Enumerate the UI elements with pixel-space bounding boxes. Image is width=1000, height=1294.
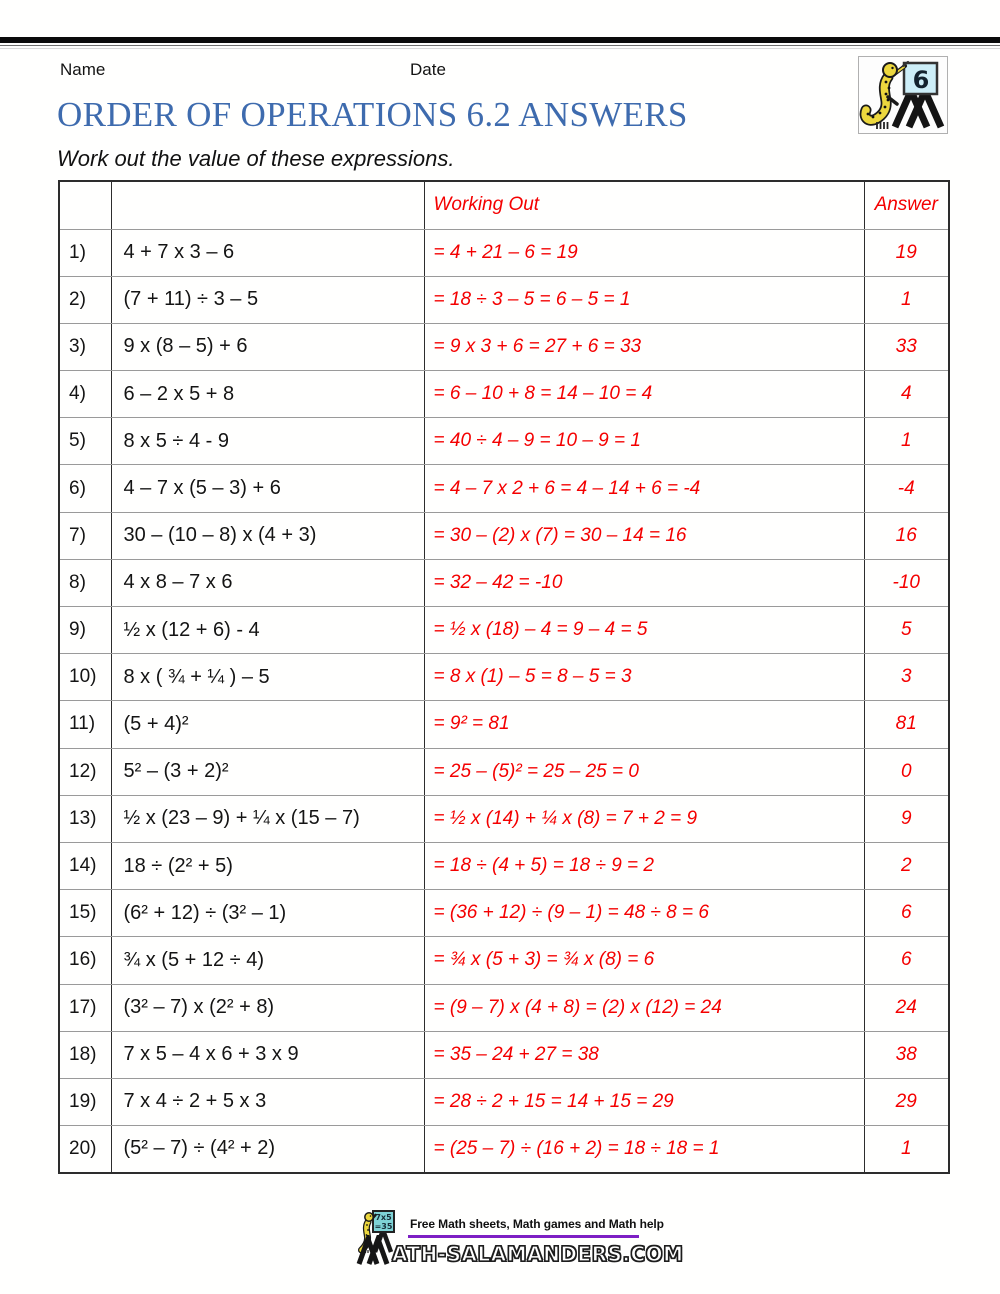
name-label: Name	[60, 60, 106, 79]
expression-cell: 7 x 5 – 4 x 6 + 3 x 9	[111, 1031, 424, 1078]
top-rule-thick	[0, 37, 1000, 43]
expression-cell: ½ x (12 + 6) - 4	[111, 607, 424, 654]
problem-row	[59, 229, 949, 276]
problem-row	[59, 559, 949, 606]
working-out-cell: = (9 – 7) x (4 + 8) = (2) x (12) = 24	[424, 984, 864, 1031]
board-line-1: 7x5	[375, 1213, 392, 1222]
expression-cell: 5² – (3 + 2)²	[111, 748, 424, 795]
row-number: 12)	[59, 748, 111, 795]
answer-cell: 0	[864, 748, 949, 795]
problem-row	[59, 890, 949, 937]
row-number: 13)	[59, 795, 111, 842]
row-number: 20)	[59, 1126, 111, 1173]
working-out-cell: = 4 + 21 – 6 = 19	[424, 229, 864, 276]
working-out-cell: = (25 – 7) ÷ (16 + 2) = 18 ÷ 18 = 1	[424, 1126, 864, 1173]
answer-cell: 3	[864, 654, 949, 701]
expression-cell: 30 – (10 – 8) x (4 + 3)	[111, 512, 424, 559]
answer-cell: 1	[864, 1126, 949, 1173]
expression-cell: 4 x 8 – 7 x 6	[111, 559, 424, 606]
expression-column-header	[111, 181, 424, 229]
instructions-text: Work out the value of these expressions.	[57, 146, 455, 171]
problem-row	[59, 748, 949, 795]
row-number: 5)	[59, 418, 111, 465]
answer-cell: 81	[864, 701, 949, 748]
working-out-cell: = 18 ÷ (4 + 5) = 18 ÷ 9 = 2	[424, 842, 864, 889]
wordmark-text: ATH-SALAMANDERS.COM	[392, 1242, 684, 1266]
wordmark-m-glyph	[356, 1235, 394, 1265]
expression-cell: (7 + 11) ÷ 3 – 5	[111, 276, 424, 323]
working-out-cell: = 4 – 7 x 2 + 6 = 4 – 14 + 6 = -4	[424, 465, 864, 512]
row-number: 19)	[59, 1078, 111, 1125]
problem-row	[59, 607, 949, 654]
expression-cell: 7 x 4 ÷ 2 + 5 x 3	[111, 1078, 424, 1125]
expression-cell: (5 + 4)²	[111, 701, 424, 748]
working-out-cell: = 32 – 42 = -10	[424, 559, 864, 606]
working-out-cell: = 25 – (5)² = 25 – 25 = 0	[424, 748, 864, 795]
answer-cell: 33	[864, 323, 949, 370]
top-rule-thin	[0, 45, 1000, 46]
row-number: 10)	[59, 654, 111, 701]
row-number: 8)	[59, 559, 111, 606]
row-number: 6)	[59, 465, 111, 512]
salamander-easel-icon	[859, 57, 947, 133]
problem-row	[59, 323, 949, 370]
row-number: 14)	[59, 842, 111, 889]
working-out-cell: = 8 x (1) – 5 = 8 – 5 = 3	[424, 654, 864, 701]
problem-row	[59, 984, 949, 1031]
problem-row	[59, 937, 949, 984]
row-number: 15)	[59, 890, 111, 937]
answer-cell: 5	[864, 607, 949, 654]
expression-cell: 8 x ( ¾ + ¼ ) – 5	[111, 654, 424, 701]
answer-cell: 24	[864, 984, 949, 1031]
top-rule-faint	[0, 48, 1000, 49]
answer-cell: -10	[864, 559, 949, 606]
expression-cell: (5² – 7) ÷ (4² + 2)	[111, 1126, 424, 1173]
answer-cell: 9	[864, 795, 949, 842]
row-number: 16)	[59, 937, 111, 984]
answer-header: Answer	[864, 181, 949, 229]
answer-cell: 1	[864, 418, 949, 465]
problem-row	[59, 1126, 949, 1173]
answer-cell: 16	[864, 512, 949, 559]
expression-cell: 4 + 7 x 3 – 6	[111, 229, 424, 276]
problem-row	[59, 795, 949, 842]
expression-cell: (6² + 12) ÷ (3² – 1)	[111, 890, 424, 937]
working-out-cell: = ¾ x (5 + 3) = ¾ x (8) = 6	[424, 937, 864, 984]
row-number: 18)	[59, 1031, 111, 1078]
table-header-row	[59, 181, 949, 229]
footer-wordmark	[356, 1235, 684, 1265]
working-out-cell: = 18 ÷ 3 – 5 = 6 – 5 = 1	[424, 276, 864, 323]
answer-cell: 38	[864, 1031, 949, 1078]
row-number: 3)	[59, 323, 111, 370]
problem-row	[59, 512, 949, 559]
answer-cell: 4	[864, 371, 949, 418]
answer-cell: 2	[864, 842, 949, 889]
expression-cell: (3² – 7) x (2² + 8)	[111, 984, 424, 1031]
grade-number: 6	[912, 66, 930, 94]
working-out-cell: = 40 ÷ 4 – 9 = 10 – 9 = 1	[424, 418, 864, 465]
problem-row	[59, 654, 949, 701]
worksheet-table	[58, 180, 950, 1174]
expression-cell: ¾ x (5 + 12 ÷ 4)	[111, 937, 424, 984]
problem-row	[59, 1078, 949, 1125]
row-number: 17)	[59, 984, 111, 1031]
problem-row	[59, 418, 949, 465]
working-out-cell: = (36 + 12) ÷ (9 – 1) = 48 ÷ 8 = 6	[424, 890, 864, 937]
working-out-cell: = 28 ÷ 2 + 15 = 14 + 15 = 29	[424, 1078, 864, 1125]
number-column-header	[59, 181, 111, 229]
working-out-cell: = 9 x 3 + 6 = 27 + 6 = 33	[424, 323, 864, 370]
expression-cell: ½ x (23 – 9) + ¼ x (15 – 7)	[111, 795, 424, 842]
working-out-cell: = 30 – (2) x (7) = 30 – 14 = 16	[424, 512, 864, 559]
page-title: ORDER OF OPERATIONS 6.2 ANSWERS	[57, 95, 688, 134]
working-out-header: Working Out	[424, 181, 864, 229]
working-out-cell: = 35 – 24 + 27 = 38	[424, 1031, 864, 1078]
row-number: 11)	[59, 701, 111, 748]
problem-row	[59, 701, 949, 748]
grade-logo-badge	[858, 56, 948, 134]
row-number: 9)	[59, 607, 111, 654]
date-label: Date	[410, 60, 446, 79]
problem-row	[59, 465, 949, 512]
expression-cell: 9 x (8 – 5) + 6	[111, 323, 424, 370]
answer-cell: 19	[864, 229, 949, 276]
row-number: 2)	[59, 276, 111, 323]
problem-row	[59, 276, 949, 323]
footer-tagline: Free Math sheets, Math games and Math help	[410, 1217, 664, 1231]
row-number: 7)	[59, 512, 111, 559]
expression-cell: 4 – 7 x (5 – 3) + 6	[111, 465, 424, 512]
footer-brand	[356, 1210, 684, 1268]
working-out-cell: = ½ x (18) – 4 = 9 – 4 = 5	[424, 607, 864, 654]
expression-cell: 8 x 5 ÷ 4 - 9	[111, 418, 424, 465]
answer-cell: 6	[864, 890, 949, 937]
problem-row	[59, 1031, 949, 1078]
answer-cell: 6	[864, 937, 949, 984]
expression-cell: 18 ÷ (2² + 5)	[111, 842, 424, 889]
problem-row	[59, 371, 949, 418]
answer-cell: -4	[864, 465, 949, 512]
problem-row	[59, 842, 949, 889]
expression-cell: 6 – 2 x 5 + 8	[111, 371, 424, 418]
working-out-cell: = 9² = 81	[424, 701, 864, 748]
working-out-cell: = 6 – 10 + 8 = 14 – 10 = 4	[424, 371, 864, 418]
working-out-cell: = ½ x (14) + ¼ x (8) = 7 + 2 = 9	[424, 795, 864, 842]
row-number: 4)	[59, 371, 111, 418]
board-line-2: =35	[374, 1222, 393, 1231]
row-number: 1)	[59, 229, 111, 276]
answer-cell: 1	[864, 276, 949, 323]
answer-cell: 29	[864, 1078, 949, 1125]
